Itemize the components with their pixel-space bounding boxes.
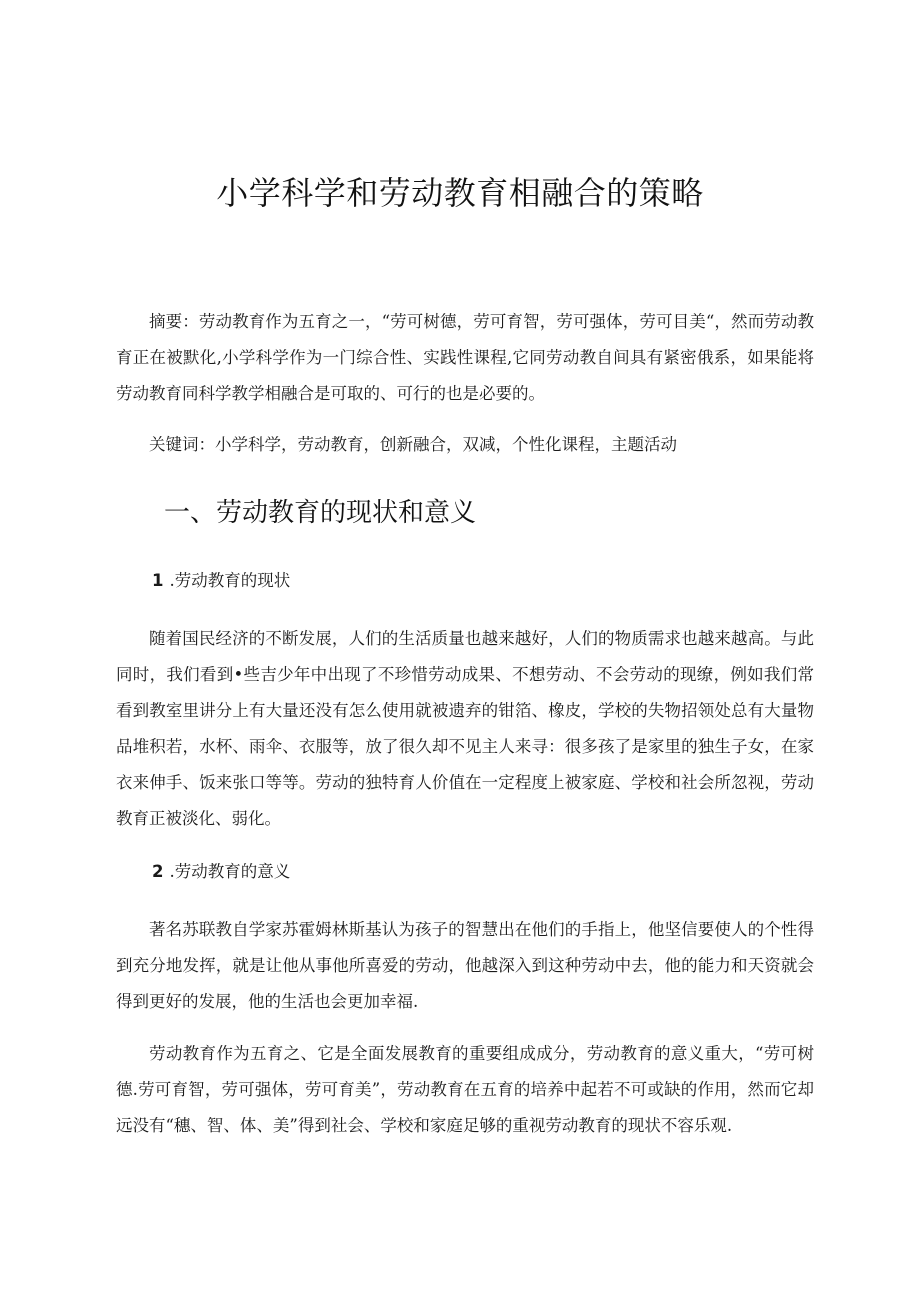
subsection-title: .劳动教育的意义 <box>169 862 291 881</box>
body-paragraph-status: 随着国民经济的不断发展，人们的生活质量也越来越好，人们的物质需求也越来越高。与此同时，我们看到•些吉少年中出现了不珍惜劳动成果、不想劳动、不会劳动的现缭，例如我们常看到教室里讲分上有大量还没有怎么使用就被遗弃的钳箔、橡皮，学校的失物招领处总有大量物品堆积若，水杯、雨伞、衣服等，放了很久却不见主人来寻：很多孩了是家里的独生子女，在家衣来伸手、饭来张口等等。劳动的独特育人价值在一定程度上被家庭、学校和社会所忽视，劳动教育正被淡化、弱化。 <box>116 629 814 828</box>
subsection-heading-1 <box>152 563 290 599</box>
body-paragraph-importance: 劳动教育作为五育之、它是全面发展教育的重要组成成分，劳动教育的意义重大，“劳可树德.劳可育智，劳可强体，劳可育美”，劳动教育在五育的培养中起若不可或缺的作用，然而它却远没有“穗、智、体、美”得到社会、学校和家庭足够的重视劳动教育的现状不容乐观. <box>116 1044 814 1135</box>
subsection-number: 2 <box>152 862 164 881</box>
section-heading-1: 一、劳动教育的现状和意义 <box>164 498 477 528</box>
document-title: 小学科学和劳动教育相融合的策略 <box>216 174 704 212</box>
subsection-number: 1 <box>152 571 164 590</box>
body-paragraph-significance: 著名苏联教自学家苏霍姆林斯基认为孩子的智慧出在他们的手指上，他坚信要使人的个性得到充分地发挥，就是让他从事他所喜爱的劳动，他越深入到这种劳动中去，他的能力和天资就会得到更好的发展，他的生活也会更加幸福. <box>116 920 814 1011</box>
keywords-line: 关键词：小学科学，劳动教育，创新融合，双减，个性化课程，主题活动 <box>149 435 677 454</box>
subsection-heading-2 <box>152 854 290 890</box>
subsection-title: .劳动教育的现状 <box>169 571 291 590</box>
abstract-paragraph: 摘要：劳动教育作为五育之一，“劳可树德，劳可育智，劳可强体，劳可目美“，然而劳动教育正在被默化,小学科学作为一门综合性、实践性课程,它同劳动教自间具有紧密俄系，如果能将劳动教育同科学教学相融合是可取的、可行的也是必要的。 <box>116 312 814 403</box>
